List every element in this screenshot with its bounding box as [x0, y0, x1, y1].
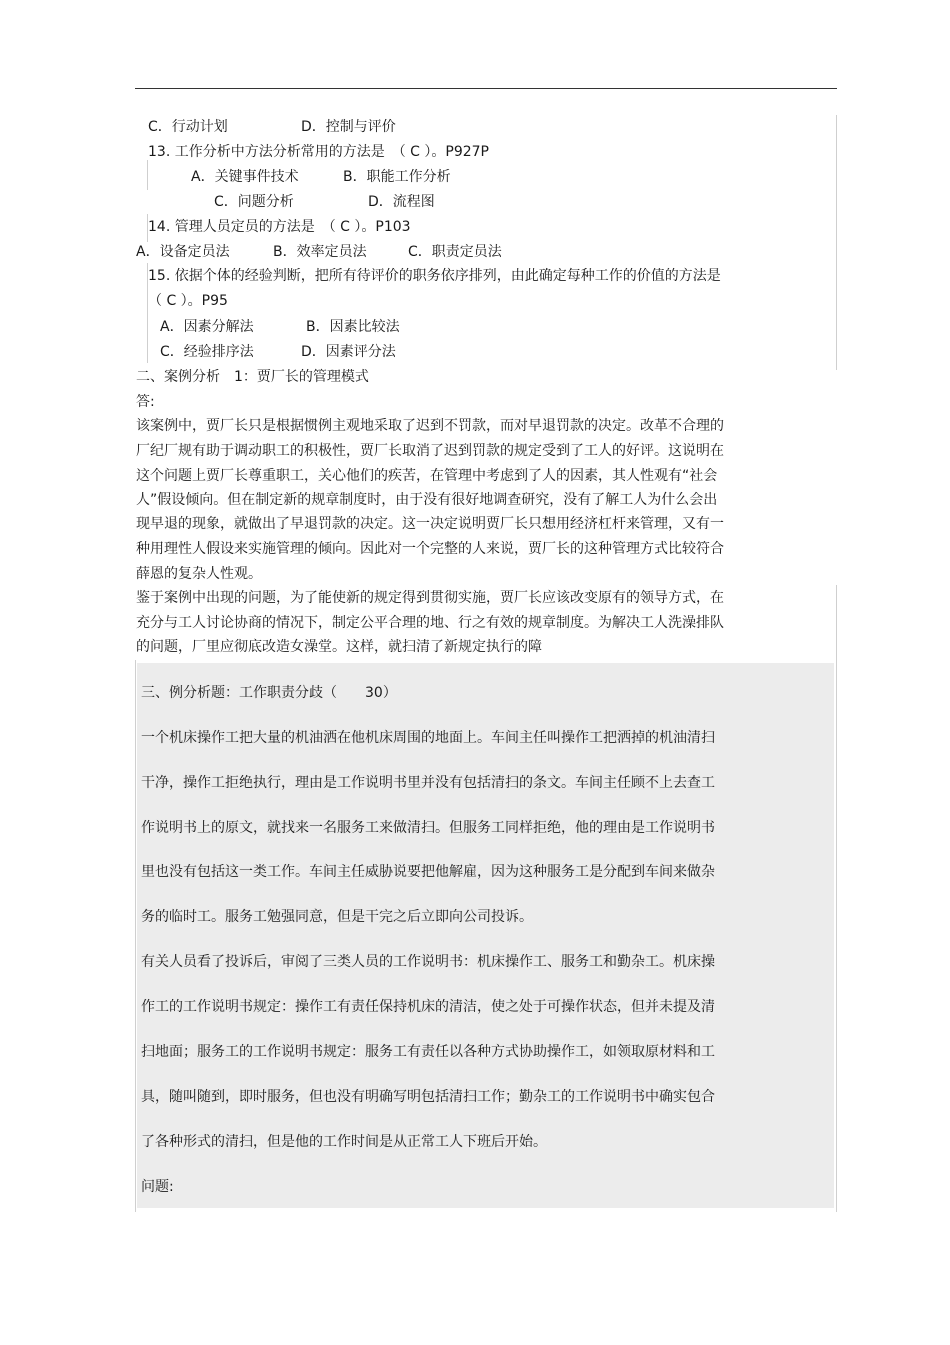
left-border-top [147, 160, 148, 190]
q13-option-d: D．流程图 [368, 194, 435, 210]
case3-para1-line: 务的临时工。服务工勉强同意，但是干完之后立即向公司投诉。 [141, 909, 533, 925]
q15-option-d: D．因素评分法 [301, 344, 396, 360]
right-border-top [836, 115, 837, 370]
case3-para1-line: 一个机床操作工把大量的机油洒在他机床周围的地面上。车间主任叫操作工把洒掉的机油清扫 [141, 730, 715, 746]
right-border-case [836, 585, 837, 1212]
q13-option-c: C．问题分析 [214, 194, 294, 210]
q14-option-b: B．效率定员法 [273, 244, 367, 260]
case3-para1-line: 干净，操作工拒绝执行，理由是工作说明书里并没有包括清扫的条文。车间主任顾不上去查工 [141, 775, 715, 791]
case3-para2-line: 作工的工作说明书规定：操作工有责任保持机床的清洁，使之处于可操作状态，但并未提及清 [141, 999, 715, 1015]
q12-option-c: C．行动计划 [148, 119, 228, 135]
case2-heading: 二、案例分析 1：贾厂长的管理模式 [136, 369, 369, 385]
case3-heading: 三、例分析题：工作职责分歧（ 30） [141, 685, 397, 701]
q14-option-a: A．设备定员法 [136, 244, 230, 260]
q14-stem: 14. 管理人员定员的方法是 （ C ）。P103 [148, 219, 411, 235]
case3-para2-line: 有关人员看了投诉后，审阅了三类人员的工作说明书：机床操作工、服务工和勤杂工。机床操 [141, 954, 715, 970]
case3-para2-line: 具，随叫随到，即时服务，但也没有明确写明包括清扫工作；勤杂工的工作说明书中确实包合 [141, 1089, 715, 1105]
case2-answer-label: 答: [136, 394, 155, 410]
case2-para2-line: 的问题，厂里应彻底改造女澡堂。这样，就扫清了新规定执行的障 [136, 639, 542, 655]
case2-para1-line: 种用理性人假设来实施管理的倾向。因此对一个完整的人来说，贾厂长的这种管理方式比较符合 [136, 541, 724, 557]
q15-option-b: B．因素比较法 [306, 319, 400, 335]
case3-para1-line: 作说明书上的原文，就找来一名服务工来做清扫。但服务工同样拒绝，他的理由是工作说明书 [141, 820, 715, 836]
case2-para1-line: 该案例中，贾厂长只是根据惯例主观地采取了迟到不罚款，而对早退罚款的决定。改革不合理的 [136, 418, 724, 434]
q15-option-c: C．经验排序法 [160, 344, 254, 360]
header-rule [135, 88, 837, 89]
case2-para1-line: 薛恩的复杂人性观。 [136, 566, 262, 582]
case3-para2-line: 了各种形式的清扫，但是他的工作时间是从正常工人下班后开始。 [141, 1134, 547, 1150]
case2-para1-line: 这个问题上贾厂长尊重职工，关心他们的疾苦，在管理中考虑到了人的因素，其人性观有“社会 [136, 468, 718, 484]
case3-question-label: 问题: [141, 1179, 174, 1195]
case2-para2-line: 充分与工人讨论协商的情况下，制定公平合理的地、行之有效的规章制度。为解决工人洗澡排队 [136, 615, 724, 631]
case3-para2-line: 扫地面；服务工的工作说明书规定：服务工有责任以各种方式协助操作工，如领取原材料和工 [141, 1044, 715, 1060]
case2-para1-line: 人”假设倾向。但在制定新的规章制度时，由于没有很好地调查研究，没有了解工人为什么会出 [136, 492, 718, 508]
left-border-case [135, 660, 136, 1212]
case2-para1-line: 现早退的现象，就做出了早退罚款的决定。这一决定说明贾厂长只想用经济杠杆来管理，又有一 [136, 516, 724, 532]
case2-para1-line: 厂纪厂规有助于调动职工的积极性，贾厂长取消了迟到罚款的规定受到了工人的好评。这说明在 [136, 443, 724, 459]
q12-option-d: D．控制与评价 [301, 119, 396, 135]
q13-option-a: A．关键事件技术 [191, 169, 299, 185]
q15-stem-line1: 15. 依据个体的经验判断，把所有待评价的职务依序排列，由此确定每种工作的价值的方法是 [148, 268, 721, 284]
q14-option-c: C．职责定员法 [408, 244, 502, 260]
q15-option-a: A．因素分解法 [160, 319, 254, 335]
case2-para2-line: 鉴于案例中出现的问题，为了能使新的规定得到贯彻实施，贾厂长应该改变原有的领导方式，在 [136, 590, 724, 606]
q13-stem: 13. 工作分析中方法分析常用的方法是 （ C ）。P927P [148, 144, 489, 160]
q13-option-b: B．职能工作分析 [343, 169, 451, 185]
q15-stem-line2: （ C ）。P95 [148, 293, 228, 309]
case3-para1-line: 里也没有包括这一类工作。车间主任威胁说要把他解雇，因为这种服务工是分配到车间来做杂 [141, 864, 715, 880]
